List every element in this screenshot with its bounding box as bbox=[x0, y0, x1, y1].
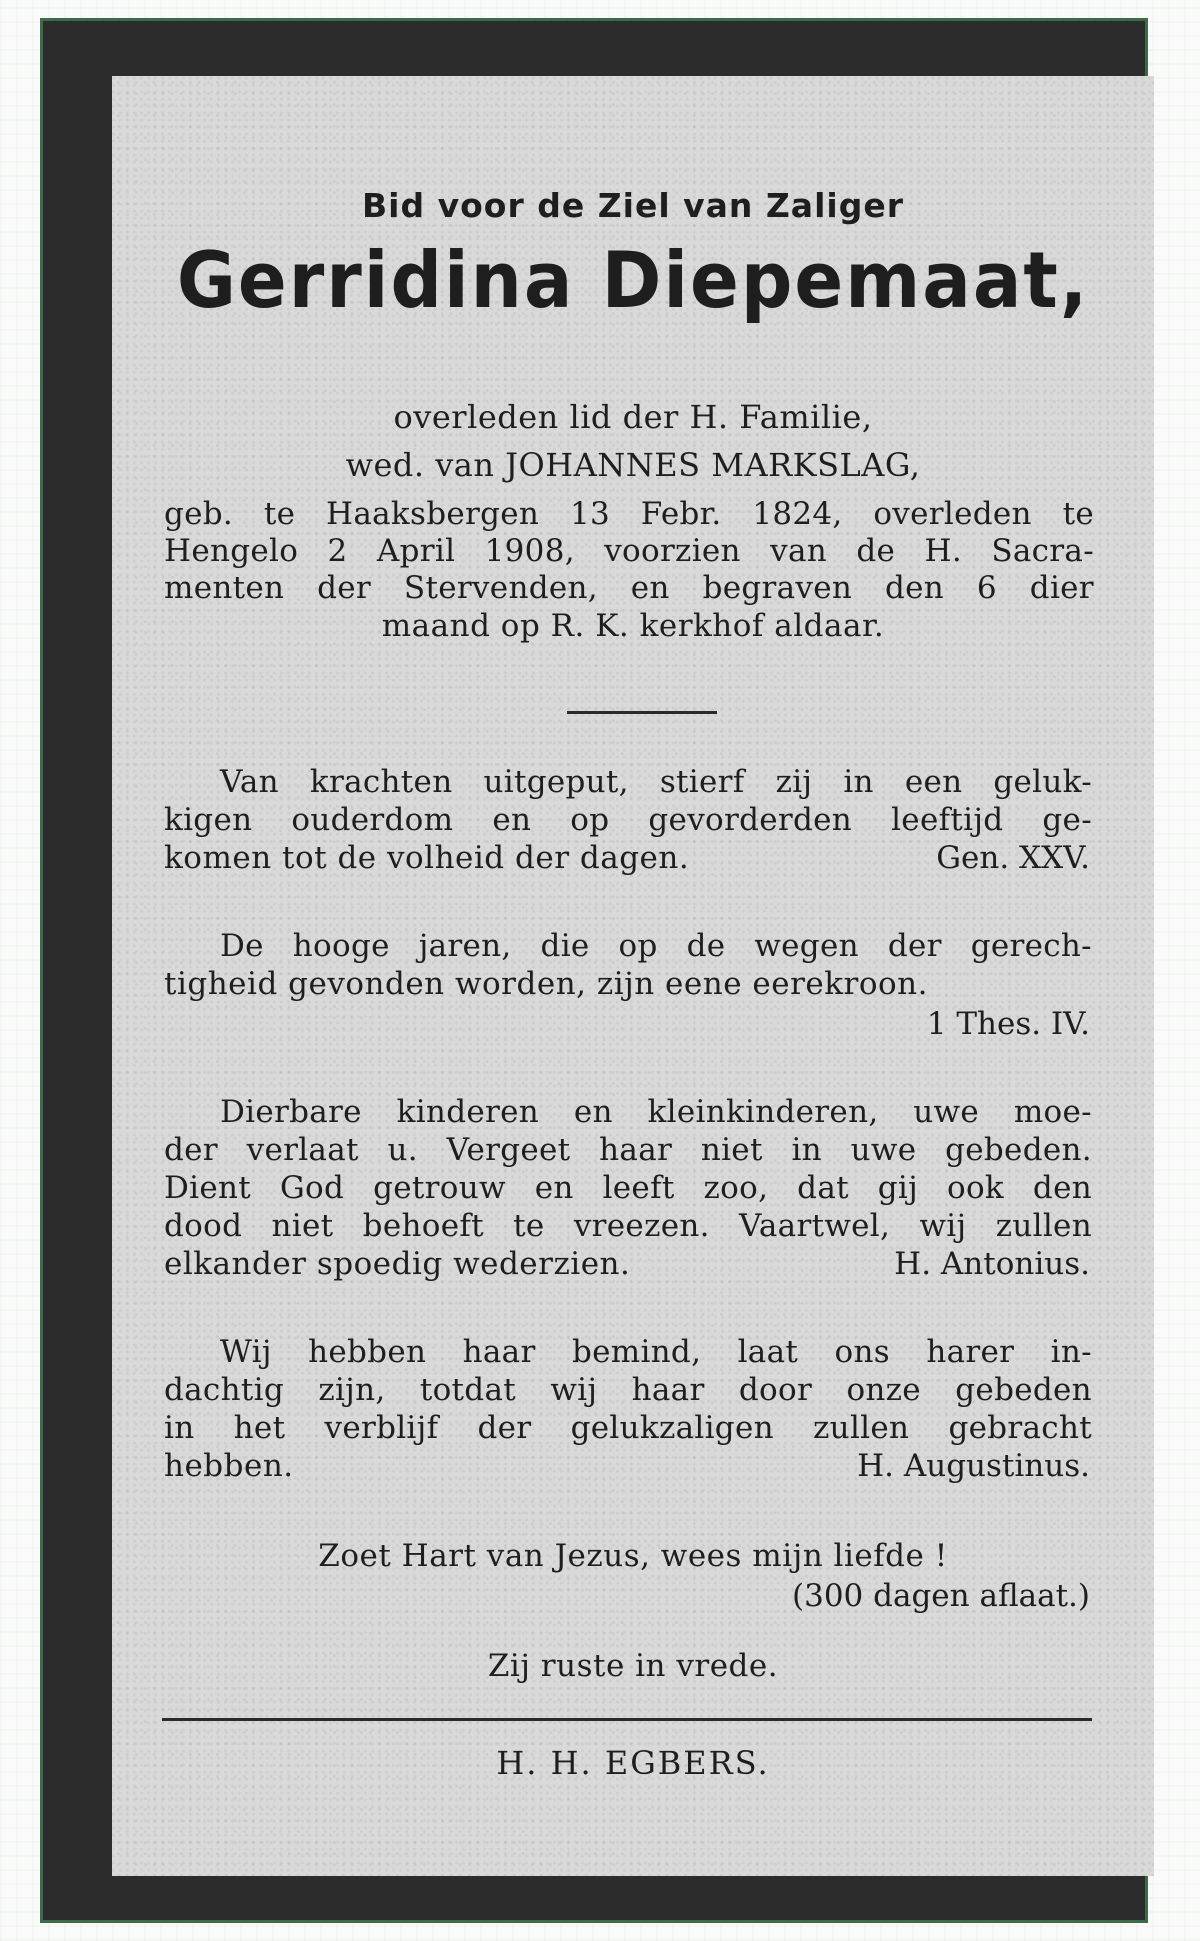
word: geluk- bbox=[993, 764, 1092, 800]
word: uwe bbox=[913, 1094, 980, 1130]
divider-short bbox=[567, 711, 717, 714]
bio-line-1 bbox=[164, 496, 1094, 532]
word: Hengelo bbox=[164, 533, 299, 569]
para1-line-1 bbox=[220, 764, 1092, 800]
word: zoo, bbox=[703, 1170, 769, 1206]
word: laat bbox=[737, 1334, 799, 1370]
word: Van bbox=[220, 764, 279, 800]
word: in bbox=[164, 1410, 195, 1446]
card-inner-panel bbox=[112, 76, 1154, 1876]
word: zijn, bbox=[318, 1372, 386, 1408]
bio-line-4: maand op R. K. kerkhof aldaar. bbox=[381, 608, 885, 644]
para2-line-2: tigheid gevonden worden, zijn eene eerekroon. bbox=[164, 966, 929, 1002]
word: H. bbox=[924, 533, 962, 569]
word: gij bbox=[877, 1170, 919, 1206]
word: overleden bbox=[873, 496, 1032, 532]
word: door bbox=[738, 1372, 813, 1408]
word: wij bbox=[550, 1372, 598, 1408]
word: gebeden bbox=[955, 1372, 1092, 1408]
para2-line-1 bbox=[220, 928, 1092, 964]
word: dier bbox=[1029, 570, 1094, 606]
bio-line-2 bbox=[164, 533, 1094, 569]
word: begraven bbox=[702, 570, 853, 606]
word: harer bbox=[926, 1334, 1015, 1370]
word: op bbox=[618, 928, 658, 964]
word: menten bbox=[164, 570, 285, 606]
para3-line-2 bbox=[164, 1132, 1092, 1168]
rest-in-peace-line: Zij ruste in vrede. bbox=[487, 1648, 779, 1684]
word: Sacra- bbox=[991, 533, 1094, 569]
word: gebracht bbox=[948, 1410, 1092, 1446]
para4-line-3 bbox=[164, 1410, 1092, 1446]
para1-reference: Gen. XXV. bbox=[936, 840, 1090, 876]
word: voorzien bbox=[604, 533, 741, 569]
word: dood bbox=[164, 1208, 243, 1244]
word: God bbox=[279, 1170, 345, 1206]
word: 6 bbox=[976, 570, 997, 606]
word: en bbox=[492, 802, 532, 838]
word: haar bbox=[599, 1132, 673, 1168]
word: haar bbox=[631, 1372, 705, 1408]
word: zullen bbox=[995, 1208, 1092, 1244]
word: verlaat bbox=[246, 1132, 359, 1168]
word: De bbox=[220, 928, 264, 964]
word: kleinkinderen, bbox=[647, 1094, 879, 1130]
bio-line-3 bbox=[164, 570, 1094, 606]
word: die bbox=[540, 928, 590, 964]
word: een bbox=[904, 764, 963, 800]
subtitle-line-2: wed. van JOHANNES MARKSLAG, bbox=[345, 446, 921, 484]
word: gebeden. bbox=[945, 1132, 1092, 1168]
prayer-line: Zoet Hart van Jezus, wees mijn liefde ! bbox=[318, 1538, 948, 1574]
para3-line-5: elkander spoedig wederzien. bbox=[164, 1246, 631, 1282]
card-title: Bid voor de Ziel van Zaliger bbox=[362, 186, 904, 225]
word: en bbox=[630, 570, 670, 606]
para1-line-3: komen tot de volheid der dagen. bbox=[164, 840, 690, 876]
word: der bbox=[317, 570, 372, 606]
word: dachtig bbox=[164, 1372, 284, 1408]
para3-reference: H. Antonius. bbox=[894, 1246, 1090, 1282]
word: Haaksbergen bbox=[326, 496, 540, 532]
word: jaren, bbox=[418, 928, 512, 964]
word: haar bbox=[462, 1334, 536, 1370]
word: de bbox=[856, 533, 896, 569]
word: den bbox=[1032, 1170, 1092, 1206]
divider-long bbox=[162, 1718, 1092, 1721]
word: gerech- bbox=[970, 928, 1092, 964]
word: op bbox=[570, 802, 610, 838]
para4-line-2 bbox=[164, 1372, 1092, 1408]
word: wij bbox=[919, 1208, 967, 1244]
word: 13 bbox=[569, 496, 610, 532]
word: zullen bbox=[813, 1410, 910, 1446]
word: Vergeet bbox=[446, 1132, 571, 1168]
para3-line-3 bbox=[164, 1170, 1092, 1206]
word: leeftijd bbox=[891, 802, 1004, 838]
word: in bbox=[843, 764, 874, 800]
word: te bbox=[263, 496, 296, 532]
word: der bbox=[477, 1410, 532, 1446]
word: van bbox=[770, 533, 828, 569]
word: 1824, bbox=[752, 496, 843, 532]
word: moe- bbox=[1013, 1094, 1092, 1130]
word: en bbox=[573, 1094, 613, 1130]
para3-line-4 bbox=[164, 1208, 1092, 1244]
word: der bbox=[164, 1132, 218, 1168]
word: in bbox=[791, 1132, 822, 1168]
word: wegen bbox=[754, 928, 859, 964]
word: ons bbox=[834, 1334, 890, 1370]
word: April bbox=[376, 533, 456, 569]
para4-reference: H. Augustinus. bbox=[857, 1448, 1090, 1484]
word: geb. bbox=[164, 496, 234, 532]
word: uitgeput, bbox=[483, 764, 629, 800]
word: ge- bbox=[1042, 802, 1092, 838]
word: leeft bbox=[602, 1170, 675, 1206]
word: Vaartwel, bbox=[739, 1208, 891, 1244]
para4-line-4: hebben. bbox=[164, 1448, 294, 1484]
word: krachten bbox=[309, 764, 453, 800]
word: verblijf bbox=[324, 1410, 439, 1446]
word: gevorderden bbox=[648, 802, 853, 838]
word: in- bbox=[1050, 1334, 1092, 1370]
subtitle-line-1: overleden lid der H. Familie, bbox=[393, 398, 873, 436]
word: getrouw bbox=[373, 1170, 506, 1206]
deceased-name: Gerridina Diepemaat, bbox=[176, 234, 1090, 326]
word: dat bbox=[797, 1170, 849, 1206]
word: het bbox=[233, 1410, 286, 1446]
indulgence-note: (300 dagen aflaat.) bbox=[792, 1578, 1090, 1614]
word: en bbox=[534, 1170, 574, 1206]
word: Febr. bbox=[640, 496, 722, 532]
word: der bbox=[887, 928, 942, 964]
word: kigen bbox=[164, 802, 253, 838]
para4-line-1 bbox=[220, 1334, 1092, 1370]
word: onze bbox=[846, 1372, 921, 1408]
para1-line-2 bbox=[164, 802, 1092, 838]
word: niet bbox=[271, 1208, 334, 1244]
word: kinderen bbox=[396, 1094, 540, 1130]
word: bemind, bbox=[571, 1334, 702, 1370]
word: behoeft bbox=[362, 1208, 484, 1244]
word: u. bbox=[387, 1132, 418, 1168]
para2-reference: 1 Thes. IV. bbox=[926, 1006, 1090, 1042]
word: 2 bbox=[327, 533, 348, 569]
word: niet bbox=[700, 1132, 763, 1168]
word: gelukzaligen bbox=[570, 1410, 774, 1446]
word: uwe bbox=[850, 1132, 917, 1168]
word: zij bbox=[775, 764, 813, 800]
word: vreezen. bbox=[573, 1208, 710, 1244]
word: den bbox=[884, 570, 945, 606]
word: 1908, bbox=[484, 533, 575, 569]
word: hebben bbox=[308, 1334, 427, 1370]
word: ouderdom bbox=[291, 802, 454, 838]
word: hooge bbox=[292, 928, 390, 964]
word: de bbox=[686, 928, 726, 964]
memorial-card bbox=[40, 18, 1148, 1923]
para3-line-1 bbox=[220, 1094, 1092, 1130]
word: te bbox=[513, 1208, 545, 1244]
word: Wij bbox=[220, 1334, 272, 1370]
word: Dient bbox=[164, 1170, 252, 1206]
word: stierf bbox=[659, 764, 745, 800]
word: totdat bbox=[419, 1372, 516, 1408]
word: ook bbox=[946, 1170, 1004, 1206]
word: Stervenden, bbox=[403, 570, 598, 606]
word: Dierbare bbox=[220, 1094, 362, 1130]
printer-name: H. H. EGBERS. bbox=[496, 1744, 770, 1782]
word: te bbox=[1062, 496, 1094, 532]
